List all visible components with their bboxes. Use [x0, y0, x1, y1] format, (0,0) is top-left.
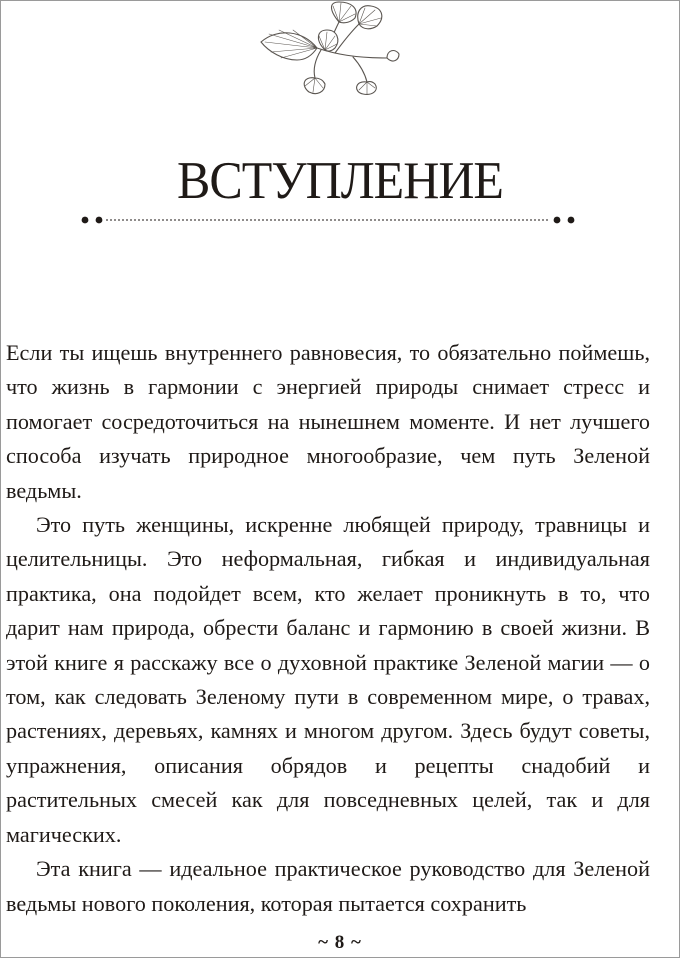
body-text: [6, 336, 650, 921]
paragraph-2: Это путь женщины, искренне любящей природу, травницы и целительницы. Это неформальная, гибкая и индивидуальная практика, она подойдет всем, кто желает проникнуть в то, что дарит нам природа, обрести баланс и гармонию в своей жизни. В этой книге я расскажу все о духовной практике Зеленой магии — о том, как следовать Зеленому пути в современном мире, о травах, растениях, деревьях, камнях и многом другом. Здесь будут советы, упражнения, описания обрядов и рецепты снадобий и растительных смесей как для повседневных целей, так и для магических.: [6, 512, 650, 847]
page-title: ВСТУПЛЕНИЕ: [177, 150, 503, 210]
paragraph-1: Если ты ищешь внутреннего равновесия, то обязательно поймешь, что жизнь в гармонии с энергией природы снимает стресс и помогает сосредоточиться на нынешнем моменте. И нет лучшего способа изучать природное многообразие, чем путь Зеленой ведьмы.: [6, 340, 650, 503]
ginkgo-branch-icon: [255, 0, 400, 95]
paragraph-3: Эта книга — идеальное практическое руководство для Зеленой ведьмы нового поколения, которая пытается сохранить: [6, 856, 650, 916]
dotted-divider-icon: [80, 212, 576, 228]
page-number: ~ 8 ~: [318, 932, 362, 953]
